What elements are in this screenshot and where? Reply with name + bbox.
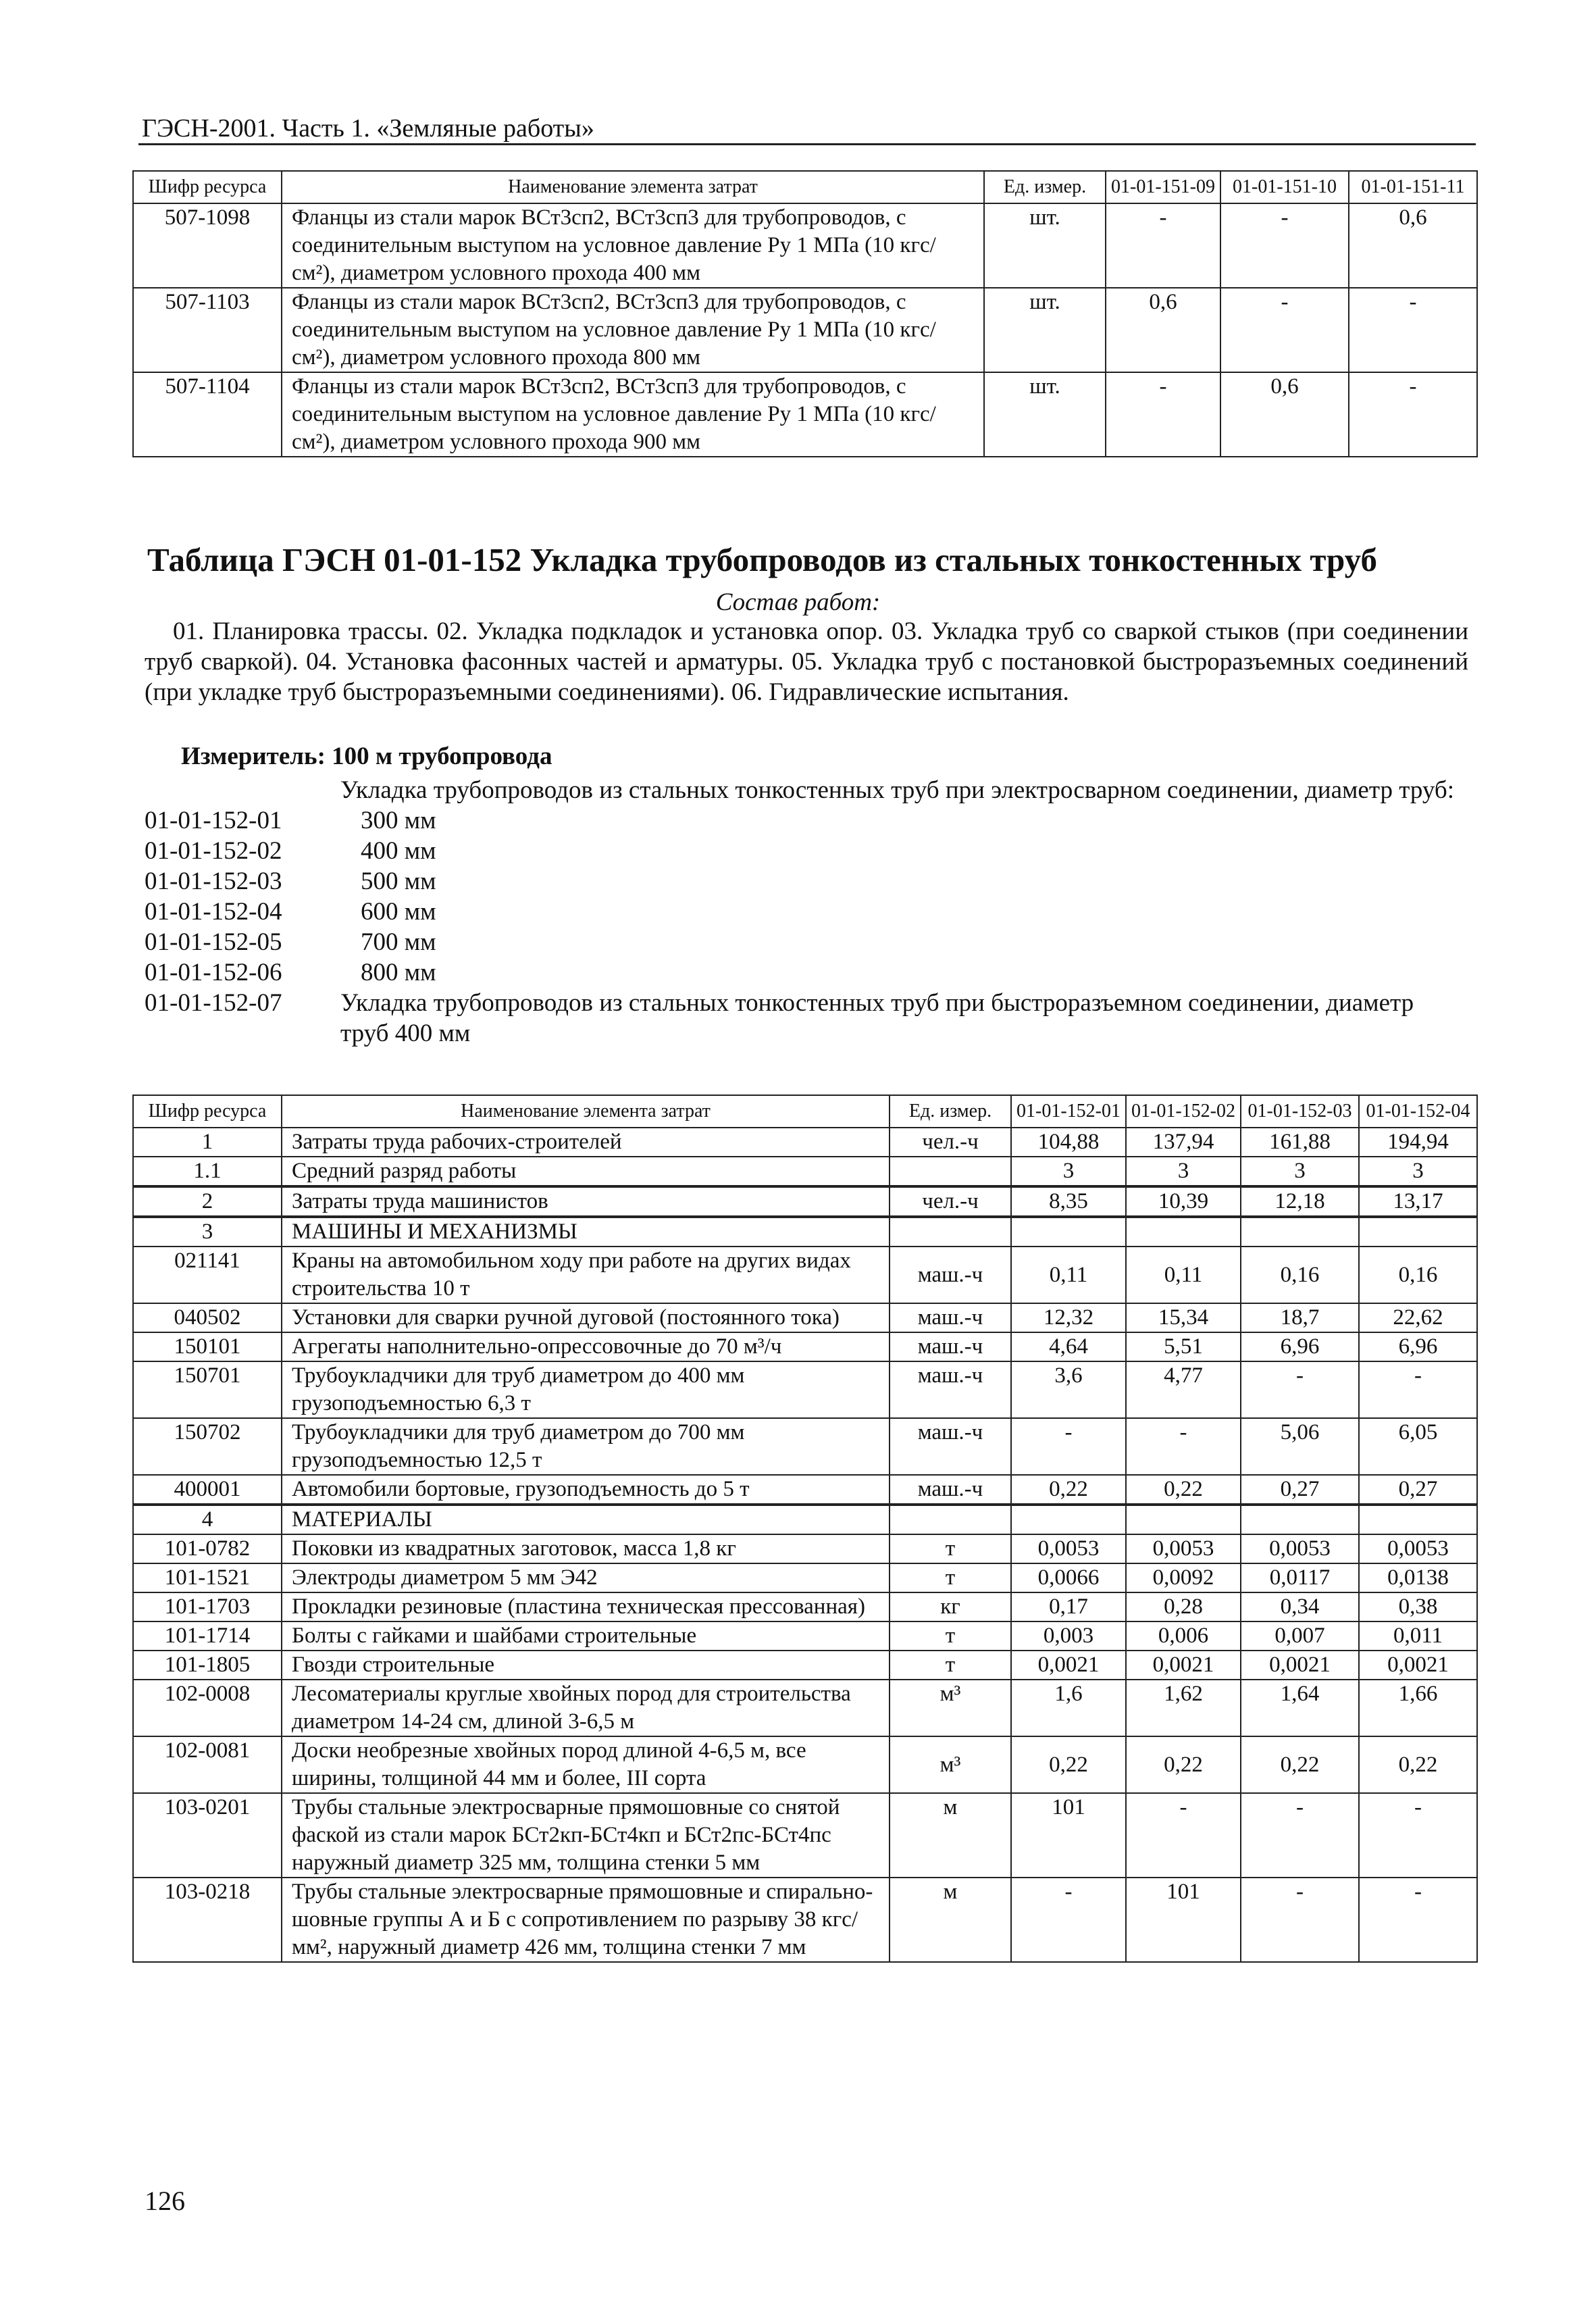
resource-value: 0,011 — [1359, 1621, 1477, 1651]
resource-value: 1,66 — [1359, 1680, 1477, 1736]
resource-unit: т — [890, 1651, 1011, 1680]
table-row — [133, 1621, 1477, 1651]
resource-value: 0,0117 — [1241, 1563, 1359, 1592]
unit-header: Ед. измер. — [890, 1095, 1011, 1128]
resource-name: Трубоукладчики для труб диаметром до 400 мм грузоподъемностью 6,3 т — [282, 1361, 890, 1418]
resource-code: 4 — [133, 1505, 282, 1534]
resource-value: 0,22 — [1126, 1475, 1241, 1505]
resource-value: 10,39 — [1126, 1186, 1241, 1217]
table-header-row — [133, 1095, 1477, 1128]
resource-value — [1241, 1217, 1359, 1247]
resource-code: 102-0081 — [133, 1736, 282, 1793]
resource-code: 400001 — [133, 1475, 282, 1505]
resource-value: 0,0053 — [1359, 1534, 1477, 1563]
resource-code: 103-0218 — [133, 1878, 282, 1962]
resource-code: 1.1 — [133, 1157, 282, 1186]
norm-code-text: 500 мм — [361, 867, 436, 895]
resource-unit: шт. — [984, 288, 1106, 372]
col-header: 01-01-152-03 — [1241, 1095, 1359, 1128]
table-row — [133, 1651, 1477, 1680]
table-row — [133, 1592, 1477, 1621]
resource-value: 0,22 — [1011, 1475, 1126, 1505]
resource-name: Затраты труда машинистов — [282, 1186, 890, 1217]
resource-code: 1 — [133, 1128, 282, 1157]
resource-value: 0,38 — [1359, 1592, 1477, 1621]
resource-value — [1241, 1505, 1359, 1534]
resource-unit: т — [890, 1534, 1011, 1563]
table-row — [133, 1534, 1477, 1563]
work-composition-label: Состав работ: — [715, 588, 881, 616]
resource-value: 3 — [1359, 1157, 1477, 1186]
resource-value: 0,0053 — [1241, 1534, 1359, 1563]
table-row — [133, 203, 1477, 288]
measure-label: Измеритель: — [181, 743, 326, 770]
resource-value: 6,96 — [1241, 1332, 1359, 1361]
table-row — [133, 1793, 1477, 1878]
col-header: 01-01-151-11 — [1349, 171, 1477, 203]
resource-value: 0,003 — [1011, 1621, 1126, 1651]
resource-value: 0,11 — [1011, 1247, 1126, 1303]
resource-name: Гвозди строительные — [282, 1651, 890, 1680]
resources-table — [132, 1095, 1478, 1963]
norm-code-text: 800 мм — [361, 959, 436, 986]
resource-name: Лесоматериалы круглые хвойных пород для строительства диаметром 14-24 см, длиной 3-6,5 м — [282, 1680, 890, 1736]
resource-value: - — [1349, 372, 1477, 457]
resource-value: 0,27 — [1359, 1475, 1477, 1505]
resource-name: Краны на автомобильном ходу при работе на других видах строительства 10 т — [282, 1247, 890, 1303]
resource-value: - — [1220, 288, 1349, 372]
resource-value: 0,34 — [1241, 1592, 1359, 1621]
measure-line — [181, 742, 552, 771]
table-row — [133, 1878, 1477, 1962]
resource-code: 507-1103 — [133, 288, 282, 372]
work-composition-text: 01. Планировка трассы. 02. Укладка подкладок и установка опор. 03. Укладка труб со сваркой стыков (при соединении труб сваркой). 04. Установка фасонных частей и арматуры. 05. Укладка труб с постановкой быстроразъемных соединений (при укладке труб быстроразъемными соединениями). 06. Гидравлические испытания. — [145, 618, 1468, 706]
resource-value: - — [1126, 1793, 1241, 1878]
resource-value — [1126, 1217, 1241, 1247]
measure-value: 100 м трубопровода — [332, 743, 552, 770]
col-header: 01-01-151-09 — [1106, 171, 1220, 203]
col-header: 01-01-151-10 — [1220, 171, 1349, 203]
resource-value: 3 — [1241, 1157, 1359, 1186]
unit-header: Ед. измер. — [984, 171, 1106, 203]
resource-code: 101-0782 — [133, 1534, 282, 1563]
norm-code: 01-01-152-07 — [145, 989, 282, 1017]
resource-value: 0,6 — [1349, 203, 1477, 288]
resource-name: Средний разряд работы — [282, 1157, 890, 1186]
resource-value: 104,88 — [1011, 1128, 1126, 1157]
resource-value: 194,94 — [1359, 1128, 1477, 1157]
resource-unit: шт. — [984, 203, 1106, 288]
resource-code: 103-0201 — [133, 1793, 282, 1878]
resource-value: - — [1126, 1418, 1241, 1475]
resource-value: 0,0066 — [1011, 1563, 1126, 1592]
flanges-table — [132, 170, 1478, 457]
table-row — [133, 1217, 1477, 1247]
page-header: ГЭСН-2001. Часть 1. «Земляные работы» — [142, 114, 594, 143]
resource-name: Трубы стальные электросварные прямошовные и спирально-шовные группы А и Б с сопротивлением по разрыву 38 кгс/мм², наружный диаметр 426 мм, толщина стенки 7 мм — [282, 1878, 890, 1962]
resource-value: 5,51 — [1126, 1332, 1241, 1361]
table-row — [133, 1303, 1477, 1332]
norm-code: 01-01-152-04 — [145, 898, 282, 926]
norm-code-text: 400 мм — [361, 837, 436, 865]
resource-code: 021141 — [133, 1247, 282, 1303]
resource-value: 0,16 — [1241, 1247, 1359, 1303]
resource-name: Трубы стальные электросварные прямошовные со снятой фаской из стали марок БСт2кп-БСт4кп и БСт2пс-БСт4пс наружный диаметр 325 мм, толщина стенки 5 мм — [282, 1793, 890, 1878]
resource-value: 0,0053 — [1126, 1534, 1241, 1563]
resource-unit: маш.-ч — [890, 1332, 1011, 1361]
resource-value: 0,007 — [1241, 1621, 1359, 1651]
header-rule — [138, 143, 1476, 145]
resource-value: 101 — [1011, 1793, 1126, 1878]
resource-name: Фланцы из стали марок ВСт3сп2, ВСт3сп3 для трубопроводов, с соединительным выступом на условное давление Ру 1 МПа (10 кгс/см²), диаметром условного прохода 800 мм — [282, 288, 984, 372]
resource-value: - — [1241, 1361, 1359, 1418]
resource-unit: т — [890, 1621, 1011, 1651]
resource-code: 101-1805 — [133, 1651, 282, 1680]
norm-code-text: 700 мм — [361, 928, 436, 956]
resource-name: Фланцы из стали марок ВСт3сп2, ВСт3сп3 для трубопроводов, с соединительным выступом на условное давление Ру 1 МПа (10 кгс/см²), диаметром условного прохода 400 мм — [282, 203, 984, 288]
resource-unit: маш.-ч — [890, 1303, 1011, 1332]
resource-value: 0,0021 — [1359, 1651, 1477, 1680]
norm-code: 01-01-152-03 — [145, 867, 282, 895]
resource-value: 1,6 — [1011, 1680, 1126, 1736]
table-title: Таблица ГЭСН 01-01-152 Укладка трубопроводов из стальных тонкостенных труб — [147, 541, 1377, 578]
resource-code: 101-1703 — [133, 1592, 282, 1621]
resource-name: Прокладки резиновые (пластина техническая прессованная) — [282, 1592, 890, 1621]
resource-value: 0,11 — [1126, 1247, 1241, 1303]
norm-code: 01-01-152-06 — [145, 959, 282, 986]
resource-value: - — [1220, 203, 1349, 288]
page-number: 126 — [145, 2186, 185, 2216]
norm-codes-intro-row — [145, 775, 1482, 805]
col-header: 01-01-152-04 — [1359, 1095, 1477, 1128]
table-row — [133, 372, 1477, 457]
resource-value: - — [1359, 1361, 1477, 1418]
resource-value: 0,22 — [1241, 1736, 1359, 1793]
resource-unit: м — [890, 1793, 1011, 1878]
resource-name: Затраты труда рабочих-строителей — [282, 1128, 890, 1157]
resource-value: 18,7 — [1241, 1303, 1359, 1332]
resource-unit: м³ — [890, 1680, 1011, 1736]
resource-value: - — [1359, 1878, 1477, 1962]
resource-value — [1126, 1505, 1241, 1534]
name-header: Наименование элемента затрат — [282, 171, 984, 203]
resource-unit: маш.-ч — [890, 1418, 1011, 1475]
resource-value: 1,64 — [1241, 1680, 1359, 1736]
resource-value: 3 — [1011, 1157, 1126, 1186]
resource-value: - — [1106, 203, 1220, 288]
norm-code-row — [145, 805, 1482, 836]
resource-value: 161,88 — [1241, 1128, 1359, 1157]
table-row — [133, 1736, 1477, 1793]
resource-value: 4,77 — [1126, 1361, 1241, 1418]
col-header: 01-01-152-01 — [1011, 1095, 1126, 1128]
resource-unit: чел.-ч — [890, 1128, 1011, 1157]
resource-value: 5,06 — [1241, 1418, 1359, 1475]
resource-value: - — [1359, 1793, 1477, 1878]
resource-value — [1011, 1217, 1126, 1247]
resource-value: 0,0021 — [1241, 1651, 1359, 1680]
table-row — [133, 1505, 1477, 1534]
resource-value: 6,05 — [1359, 1418, 1477, 1475]
resource-code: 040502 — [133, 1303, 282, 1332]
resource-value: 137,94 — [1126, 1128, 1241, 1157]
table-row — [133, 1128, 1477, 1157]
resource-value: 0,22 — [1011, 1736, 1126, 1793]
resource-value: 0,27 — [1241, 1475, 1359, 1505]
table-row — [133, 288, 1477, 372]
resource-value: 15,34 — [1126, 1303, 1241, 1332]
resource-value: 0,16 — [1359, 1247, 1477, 1303]
resource-value: 101 — [1126, 1878, 1241, 1962]
resource-code: 101-1521 — [133, 1563, 282, 1592]
resource-value: 12,32 — [1011, 1303, 1126, 1332]
resource-value: 0,006 — [1126, 1621, 1241, 1651]
resource-code: 3 — [133, 1217, 282, 1247]
resource-value: 1,62 — [1126, 1680, 1241, 1736]
resource-value: 0,17 — [1011, 1592, 1126, 1621]
resource-value — [1359, 1505, 1477, 1534]
resource-value: - — [1011, 1878, 1126, 1962]
table-header-row — [133, 171, 1477, 203]
resource-value — [1011, 1505, 1126, 1534]
resource-value: - — [1011, 1418, 1126, 1475]
resource-unit: маш.-ч — [890, 1361, 1011, 1418]
norm-code-text: 300 мм — [361, 807, 436, 834]
table-row — [133, 1361, 1477, 1418]
norm-code-row — [145, 927, 1482, 957]
norm-code: 01-01-152-05 — [145, 928, 282, 956]
resource-code: 2 — [133, 1186, 282, 1217]
resource-value: 0,0021 — [1126, 1651, 1241, 1680]
resource-name: Поковки из квадратных заготовок, масса 1,8 кг — [282, 1534, 890, 1563]
resource-name: Трубоукладчики для труб диаметром до 700 мм грузоподъемностью 12,5 т — [282, 1418, 890, 1475]
table-row — [133, 1247, 1477, 1303]
norm-code-row — [145, 957, 1482, 988]
resource-value: - — [1106, 372, 1220, 457]
resource-code: 101-1714 — [133, 1621, 282, 1651]
resource-unit — [890, 1217, 1011, 1247]
resource-code: 507-1098 — [133, 203, 282, 288]
resource-name: Болты с гайками и шайбами строительные — [282, 1621, 890, 1651]
resource-value: 0,6 — [1220, 372, 1349, 457]
norm-code-row — [145, 897, 1482, 927]
resource-unit: маш.-ч — [890, 1247, 1011, 1303]
resource-name: Автомобили бортовые, грузоподъемность до 5 т — [282, 1475, 890, 1505]
norm-code: 01-01-152-02 — [145, 837, 282, 865]
norm-code-row — [145, 866, 1482, 897]
resource-unit: м — [890, 1878, 1011, 1962]
resource-name: Электроды диаметром 5 мм Э42 — [282, 1563, 890, 1592]
resource-value: 0,0053 — [1011, 1534, 1126, 1563]
resource-name: МАТЕРИАЛЫ — [282, 1505, 890, 1534]
norm-code-text: Укладка трубопроводов из стальных тонкостенных труб при быстроразъемном соединении, диаметр труб 400 мм — [340, 989, 1414, 1047]
resource-name: Установки для сварки ручной дуговой (постоянного тока) — [282, 1303, 890, 1332]
resource-value: 22,62 — [1359, 1303, 1477, 1332]
resource-unit — [890, 1505, 1011, 1534]
resource-value: 0,0021 — [1011, 1651, 1126, 1680]
resource-name: Доски необрезные хвойных пород длиной 4-6,5 м, все ширины, толщиной 44 мм и более, III сорта — [282, 1736, 890, 1793]
resource-value: 0,22 — [1359, 1736, 1477, 1793]
table-row — [133, 1157, 1477, 1186]
col-header: 01-01-152-02 — [1126, 1095, 1241, 1128]
resource-value — [1359, 1217, 1477, 1247]
table-row — [133, 1680, 1477, 1736]
table-row — [133, 1332, 1477, 1361]
resource-code: 150702 — [133, 1418, 282, 1475]
resource-name: МАШИНЫ И МЕХАНИЗМЫ — [282, 1217, 890, 1247]
resource-value: 3,6 — [1011, 1361, 1126, 1418]
norm-code-row — [145, 836, 1482, 866]
resource-value: 4,64 — [1011, 1332, 1126, 1361]
resource-unit: шт. — [984, 372, 1106, 457]
table-row — [133, 1418, 1477, 1475]
cipher-header: Шифр ресурса — [133, 171, 282, 203]
resource-value: - — [1241, 1878, 1359, 1962]
norm-code: 01-01-152-01 — [145, 807, 282, 834]
resource-code: 150101 — [133, 1332, 282, 1361]
resource-value: 0,6 — [1106, 288, 1220, 372]
norm-codes-list — [145, 775, 1482, 1049]
name-header: Наименование элемента затрат — [282, 1095, 890, 1128]
resource-name: Агрегаты наполнительно-опрессовочные до 70 м³/ч — [282, 1332, 890, 1361]
table-row — [133, 1475, 1477, 1505]
resource-value: 0,22 — [1126, 1736, 1241, 1793]
norm-code-row — [145, 988, 1482, 1049]
resource-unit: чел.-ч — [890, 1186, 1011, 1217]
resource-name: Фланцы из стали марок ВСт3сп2, ВСт3сп3 для трубопроводов, с соединительным выступом на условное давление Ру 1 МПа (10 кгс/см²), диаметром условного прохода 900 мм — [282, 372, 984, 457]
resource-value: - — [1241, 1793, 1359, 1878]
table-row — [133, 1563, 1477, 1592]
resource-value: 0,0092 — [1126, 1563, 1241, 1592]
resource-unit: т — [890, 1563, 1011, 1592]
cipher-header: Шифр ресурса — [133, 1095, 282, 1128]
resource-value: 0,28 — [1126, 1592, 1241, 1621]
resource-value: 12,18 — [1241, 1186, 1359, 1217]
norm-codes-intro: Укладка трубопроводов из стальных тонкостенных труб при электросварном соединении, диаметр труб: — [340, 776, 1454, 804]
resource-value: - — [1349, 288, 1477, 372]
resource-code: 150701 — [133, 1361, 282, 1418]
resource-code: 102-0008 — [133, 1680, 282, 1736]
resource-unit: кг — [890, 1592, 1011, 1621]
table-row — [133, 1186, 1477, 1217]
norm-code-text: 600 мм — [361, 898, 436, 926]
resource-value: 6,96 — [1359, 1332, 1477, 1361]
resource-unit — [890, 1157, 1011, 1186]
resource-unit: маш.-ч — [890, 1475, 1011, 1505]
resource-code: 507-1104 — [133, 372, 282, 457]
resource-unit: м³ — [890, 1736, 1011, 1793]
resource-value: 8,35 — [1011, 1186, 1126, 1217]
resource-value: 13,17 — [1359, 1186, 1477, 1217]
resource-value: 3 — [1126, 1157, 1241, 1186]
resource-value: 0,0138 — [1359, 1563, 1477, 1592]
